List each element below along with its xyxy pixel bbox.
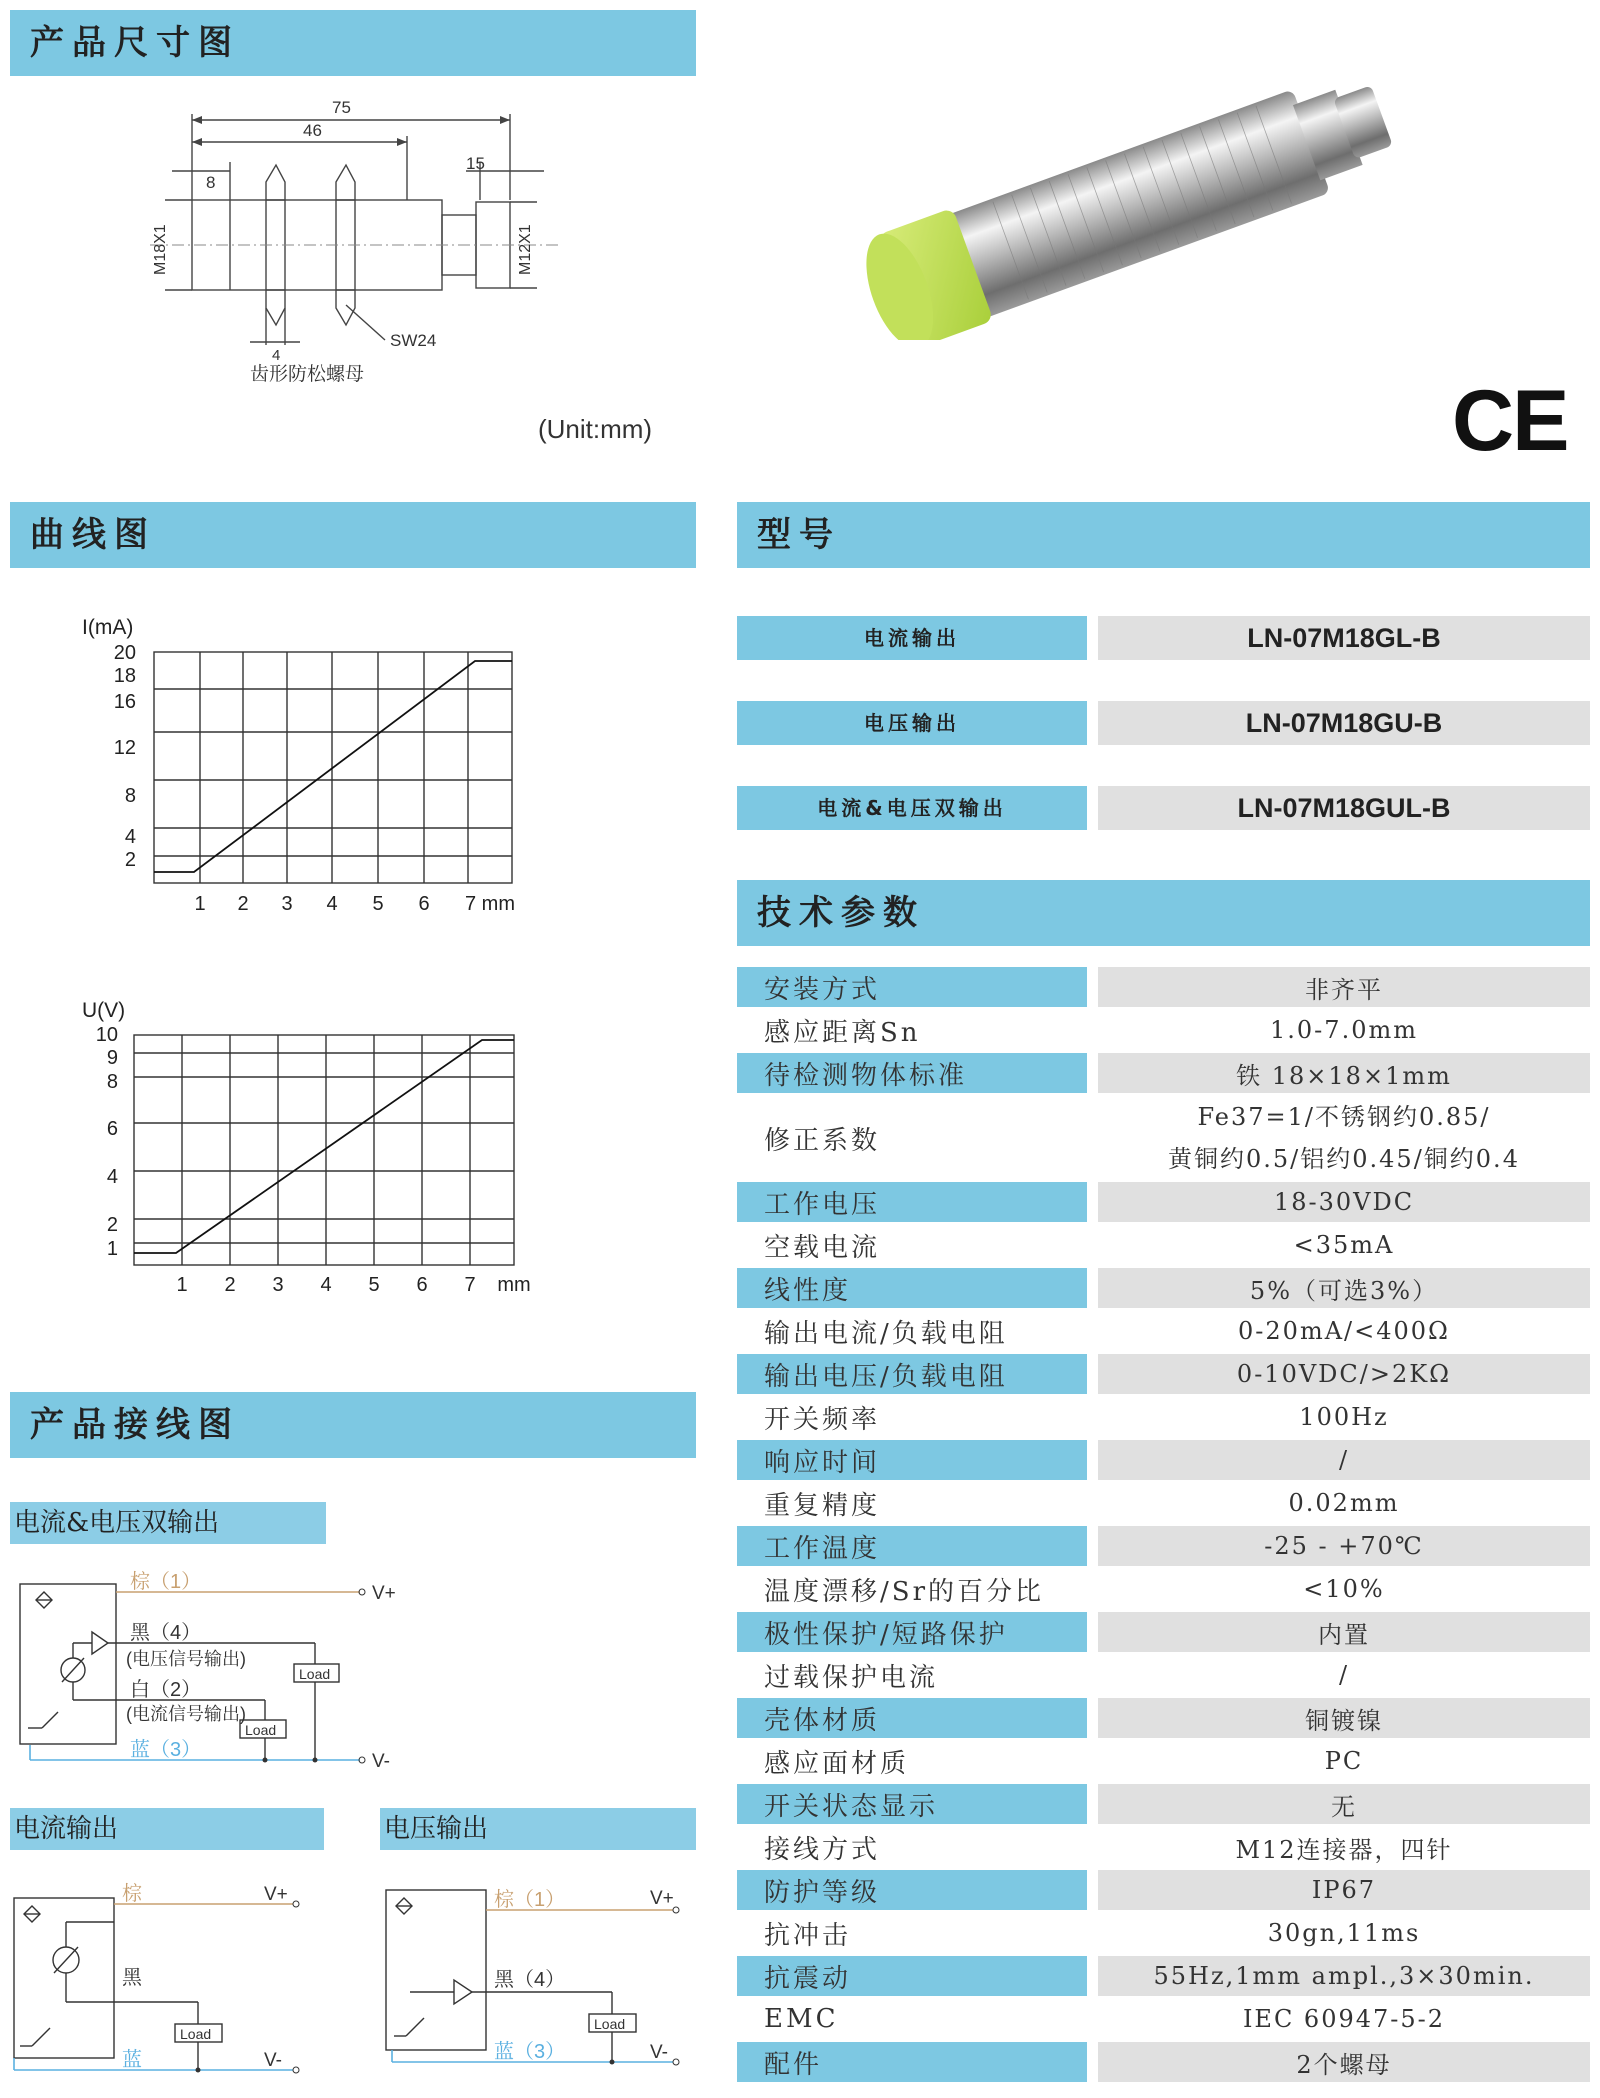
model-value: LN-07M18GU-B: [1098, 701, 1590, 745]
spec-value-line: Fe37=1/不锈钢约0.85/: [1197, 1103, 1491, 1131]
dim-front-length: 8: [206, 173, 216, 192]
dim-wrench-size: SW24: [390, 331, 437, 350]
wire-brown-label: 棕（1）: [130, 1571, 202, 1593]
current-xtick: 2: [237, 893, 249, 915]
spec-value: 无: [1098, 1784, 1590, 1824]
vplus-label: V+: [264, 1884, 288, 1905]
voltage-ytick: 2: [106, 1214, 118, 1236]
spec-label: 重复精度: [764, 1490, 881, 1521]
spec-row: [737, 1397, 1590, 1437]
spec-row: [737, 1999, 1590, 2039]
spec-row: [737, 1440, 1590, 1480]
spec-row: [737, 1483, 1590, 1523]
spec-row: [737, 2042, 1590, 2082]
vplus-label: V+: [372, 1583, 396, 1604]
dim-thread-body: M18X1: [152, 224, 169, 275]
spec-value: 内置: [1098, 1612, 1590, 1652]
voltage-curve-chart: [70, 993, 550, 1303]
voltage-ytick: 6: [106, 1118, 118, 1140]
spec-row: [737, 1569, 1590, 1609]
spec-value: IEC 60947-5-2: [1242, 2005, 1446, 2033]
section-dimensions-title: 产品尺寸图: [10, 10, 696, 76]
spec-label: 开关频率: [764, 1404, 881, 1435]
wire-black-label: 黑（4）: [494, 1969, 566, 1991]
spec-value: 非齐平: [1098, 967, 1590, 1007]
current-xtick: 4: [326, 893, 338, 915]
spec-label: 配件: [737, 2042, 1087, 2082]
voltage-ytick: 4: [106, 1166, 118, 1188]
spec-value: 18-30VDC: [1098, 1182, 1590, 1222]
section-model-title: 型号: [737, 502, 1590, 568]
wire-brown-label: 棕（1）: [494, 1889, 566, 1911]
voltage-ytick: 8: [106, 1071, 118, 1093]
spec-label: 接线方式: [764, 1834, 881, 1865]
voltage-xtick: 6: [416, 1274, 428, 1296]
wiring-dual-diagram: [10, 1560, 460, 1790]
wiring-current-diagram: [10, 1870, 310, 2080]
current-xtick: 3: [281, 893, 293, 915]
spec-label: 待检测物体标准: [737, 1053, 1087, 1093]
spec-label: 感应面材质: [764, 1748, 910, 1779]
spec-row: [737, 1827, 1590, 1867]
dim-thread-connector: M12X1: [517, 224, 534, 275]
spec-value: M12连接器，四针: [1235, 1835, 1453, 1864]
current-curve-chart: [70, 610, 550, 920]
current-ytick: 12: [113, 737, 136, 759]
spec-row: [737, 1655, 1590, 1695]
spec-value: [1098, 1096, 1590, 1180]
wiring-dual-title: 电流&电压双输出: [10, 1502, 326, 1544]
spec-row: [737, 1354, 1590, 1394]
spec-label: 输出电流/负载电阻: [764, 1318, 1008, 1349]
spec-label: 工作电压: [737, 1182, 1087, 1222]
spec-row: [737, 1612, 1590, 1652]
voltage-xtick: 2: [224, 1274, 236, 1296]
section-curves-title: 曲线图: [10, 502, 696, 568]
current-xtick: 1: [194, 893, 206, 915]
wiring-current-title: 电流输出: [10, 1808, 324, 1850]
spec-value: 铜镀镍: [1098, 1698, 1590, 1738]
model-label: 电流输出: [737, 616, 1087, 660]
wire-black-label: 黑: [122, 1967, 142, 1989]
spec-value: IP67: [1098, 1870, 1590, 1910]
spec-row: [737, 1784, 1590, 1824]
spec-value: 55Hz,1mm ampl.,3×30min.: [1098, 1956, 1590, 1996]
voltage-xtick: 7: [464, 1274, 476, 1296]
vplus-label: V+: [650, 1888, 674, 1909]
model-value: LN-07M18GL-B: [1098, 616, 1590, 660]
model-value: LN-07M18GUL-B: [1098, 786, 1590, 830]
vminus-label: V-: [264, 2050, 282, 2071]
spec-row: [737, 1225, 1590, 1265]
spec-row: [737, 1053, 1590, 1093]
spec-label: 壳体材质: [737, 1698, 1087, 1738]
voltage-ytick: 1: [106, 1238, 118, 1260]
unit-note: (Unit:mm): [538, 414, 653, 444]
voltage-xtick: 4: [320, 1274, 332, 1296]
wiring-voltage-diagram: [380, 1870, 696, 2080]
current-ytick: 20: [113, 642, 136, 664]
load-label: Load: [245, 1722, 277, 1738]
spec-value-line: 黄铜约0.5/铝约0.45/铜约0.4: [1168, 1145, 1520, 1173]
spec-row: [737, 1268, 1590, 1308]
wire-blue-label: 蓝（3）: [494, 2041, 566, 2063]
spec-value: 1.0-7.0mm: [1270, 1016, 1418, 1044]
spec-value: PC: [1324, 1747, 1364, 1775]
wire-white-note: (电流信号输出): [126, 1704, 246, 1724]
spec-row: [737, 1182, 1590, 1222]
spec-label: 极性保护/短路保护: [737, 1612, 1087, 1652]
spec-value: <35mA: [1293, 1231, 1395, 1259]
spec-label: 响应时间: [737, 1440, 1087, 1480]
load-label: Load: [180, 2026, 212, 2042]
spec-label: 过载保护电流: [764, 1662, 939, 1693]
spec-label: 感应距离Sn: [764, 1017, 921, 1048]
wire-blue-label: 蓝: [122, 2049, 142, 2071]
dimension-drawing: [140, 90, 590, 390]
spec-row: [737, 967, 1590, 1007]
spec-label: 空载电流: [764, 1232, 881, 1263]
current-xtick: 6: [418, 893, 430, 915]
wire-white-label: 白（2）: [130, 1679, 202, 1701]
model-label: 电压输出: [737, 701, 1087, 745]
spec-label: EMC: [764, 2004, 839, 2034]
product-photo: [820, 60, 1420, 340]
spec-value: -25 - +70℃: [1098, 1526, 1590, 1566]
wire-black-label: 黑（4）: [130, 1622, 202, 1644]
voltage-xtick: 1: [176, 1274, 188, 1296]
spec-label: 防护等级: [737, 1870, 1087, 1910]
spec-value: 100Hz: [1299, 1403, 1389, 1431]
spec-value: 30gn,11ms: [1267, 1919, 1421, 1947]
spec-value: /: [1098, 1440, 1590, 1480]
spec-value: /: [1338, 1661, 1350, 1689]
voltage-xtick: 5: [368, 1274, 380, 1296]
spec-label: 工作温度: [737, 1526, 1087, 1566]
spec-row: [737, 1526, 1590, 1566]
current-ytick: 18: [113, 665, 136, 687]
current-curve-ylabel: I(mA): [82, 616, 134, 639]
spec-label: 开关状态显示: [737, 1784, 1087, 1824]
spec-row: [737, 1010, 1590, 1050]
spec-value: 0-20mA/<400Ω: [1238, 1317, 1450, 1345]
spec-label: 线性度: [737, 1268, 1087, 1308]
dim-nut-label: 齿形防松螺母: [250, 364, 365, 385]
current-ytick: 4: [124, 826, 136, 848]
current-ytick: 2: [124, 849, 136, 871]
wire-black-note: (电压信号输出): [126, 1649, 246, 1669]
current-xtick: 7 mm: [465, 893, 515, 915]
spec-label: 温度漂移/Sr的百分比: [764, 1576, 1045, 1607]
spec-row: [737, 1956, 1590, 1996]
model-label: 电流&电压双输出: [737, 786, 1087, 830]
spec-label: 输出电压/负载电阻: [737, 1354, 1087, 1394]
section-wiring-title: 产品接线图: [10, 1392, 696, 1458]
current-xtick: 5: [372, 893, 384, 915]
spec-value: 0.02mm: [1288, 1489, 1400, 1517]
spec-row: [737, 1096, 1590, 1180]
dim-nut-thickness: 4: [272, 347, 281, 364]
spec-value: 铁 18×18×1mm: [1098, 1053, 1590, 1093]
spec-value: 0-10VDC/>2KΩ: [1098, 1354, 1590, 1394]
vminus-label: V-: [650, 2042, 668, 2063]
spec-label: 抗震动: [737, 1956, 1087, 1996]
section-tech-title: 技术参数: [737, 880, 1590, 946]
spec-label: 修正系数: [764, 1125, 881, 1156]
spec-label: 抗冲击: [764, 1920, 852, 1951]
voltage-xtick: 3: [272, 1274, 284, 1296]
spec-row: [737, 1311, 1590, 1351]
spec-value: 5%（可选3%）: [1098, 1268, 1590, 1308]
spec-row: [737, 1698, 1590, 1738]
spec-row: [737, 1870, 1590, 1910]
wire-brown-label: 棕: [122, 1883, 142, 1905]
spec-value: <10%: [1303, 1575, 1385, 1603]
voltage-ytick: 10: [95, 1024, 118, 1046]
voltage-ytick: 9: [106, 1047, 118, 1069]
current-ytick: 8: [124, 785, 136, 807]
voltage-curve-ylabel: U(V): [82, 999, 126, 1022]
wire-blue-label: 蓝（3）: [130, 1739, 202, 1761]
wiring-voltage-title: 电压输出: [380, 1808, 696, 1850]
load-label: Load: [594, 2016, 626, 2032]
vminus-label: V-: [372, 1751, 390, 1772]
spec-value: 2个螺母: [1098, 2042, 1590, 2082]
spec-row: [737, 1913, 1590, 1953]
load-label: Load: [299, 1666, 331, 1682]
current-ytick: 16: [113, 691, 136, 713]
spec-row: [737, 1741, 1590, 1781]
dim-total-length: 75: [332, 98, 351, 117]
dim-thread-length: 46: [303, 121, 322, 140]
spec-label: 安装方式: [737, 967, 1087, 1007]
ce-mark: CE: [1452, 373, 1568, 469]
voltage-xtick: mm: [497, 1274, 531, 1296]
dim-connector-length: 15: [466, 154, 485, 173]
